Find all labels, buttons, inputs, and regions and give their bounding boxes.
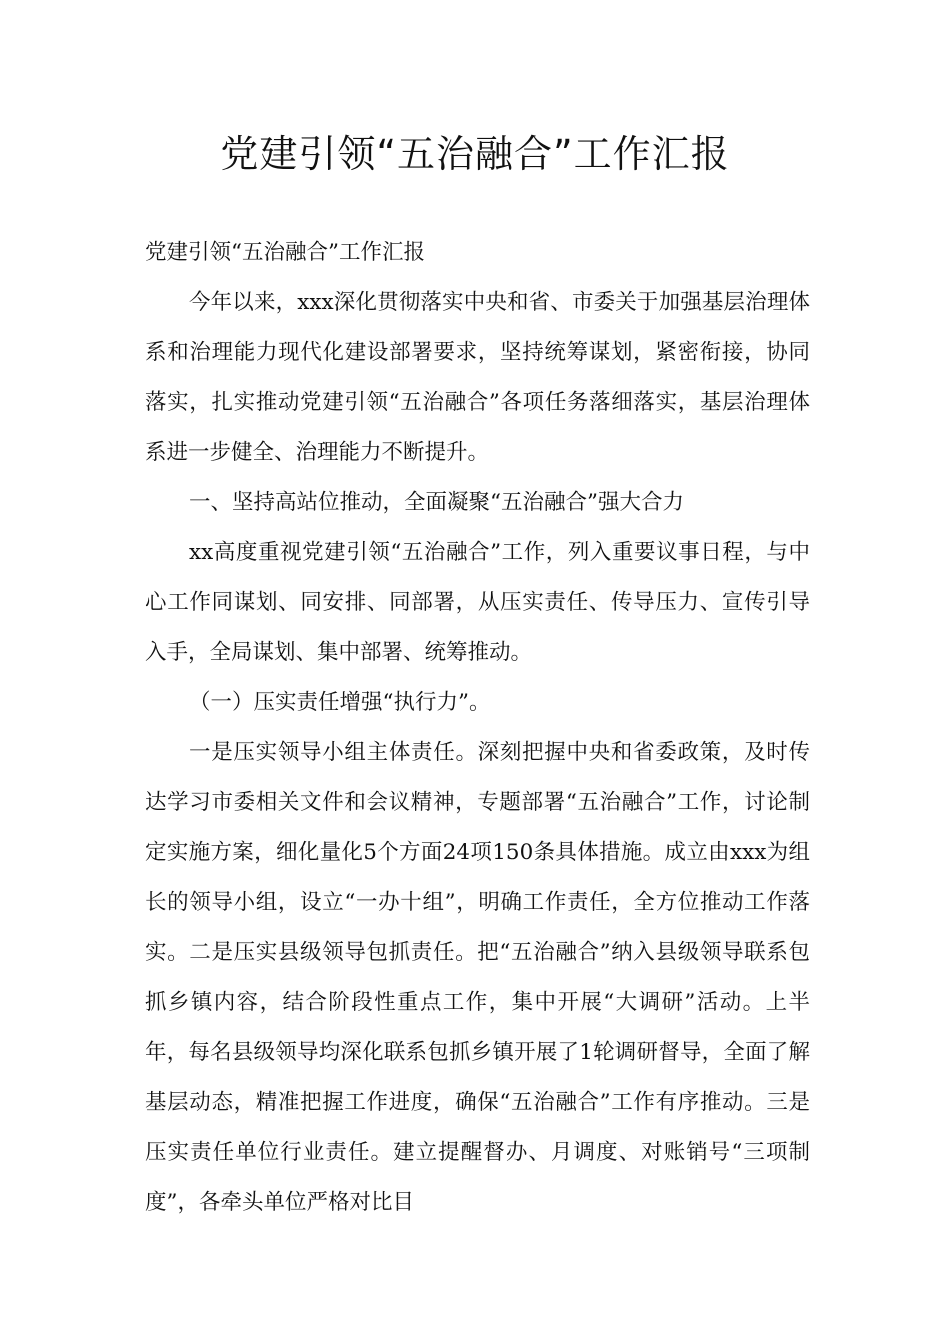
section-heading-1: 一、坚持高站位推动，全面凝聚“五治融合”强大合力 [189, 490, 684, 515]
document-title: 党建引领“五治融合”工作汇报 [220, 132, 730, 176]
document-body [145, 228, 810, 1228]
paragraph-subsection-1: 一是压实领导小组主体责任。深刻把握中央和省委政策，及时传达学习市委相关文件和会议精神，专题部署“五治融合”工作，讨论制定实施方案，细化量化5个方面24项150条具体措施。成立由xxx为组长的领导小组，设立“一办十组”，明确工作责任，全方位推动工作落实。二是压实县级领导包抓责任。把“五治融合”纳入县级领导联系包抓乡镇内容，结合阶段性重点工作，集中开展“大调研”活动。上半年，每名县级领导均深化联系包抓乡镇开展了1轮调研督导，全面了解基层动态，精准把握工作进度，确保“五治融合”工作有序推动。三是压实责任单位行业责任。建立提醒督办、月调度、对账销号“三项制度”，各牵头单位严格对比目 [145, 740, 810, 1215]
paragraph-subtitle: 党建引领“五治融合”工作汇报 [145, 240, 425, 265]
subsection-heading-1: （一）压实责任增强“执行力”。 [189, 690, 491, 715]
paragraph-intro: 今年以来，xxx深化贯彻落实中央和省、市委关于加强基层治理体系和治理能力现代化建设部署要求，坚持统筹谋划，紧密衔接，协同落实，扎实推动党建引领“五治融合”各项任务落细落实，基层治理体系进一步健全、治理能力不断提升。 [145, 290, 810, 465]
paragraph-section-1: xx高度重视党建引领“五治融合”工作，列入重要议事日程，与中心工作同谋划、同安排、同部署，从压实责任、传导压力、宣传引导入手，全局谋划、集中部署、统筹推动。 [145, 540, 810, 665]
